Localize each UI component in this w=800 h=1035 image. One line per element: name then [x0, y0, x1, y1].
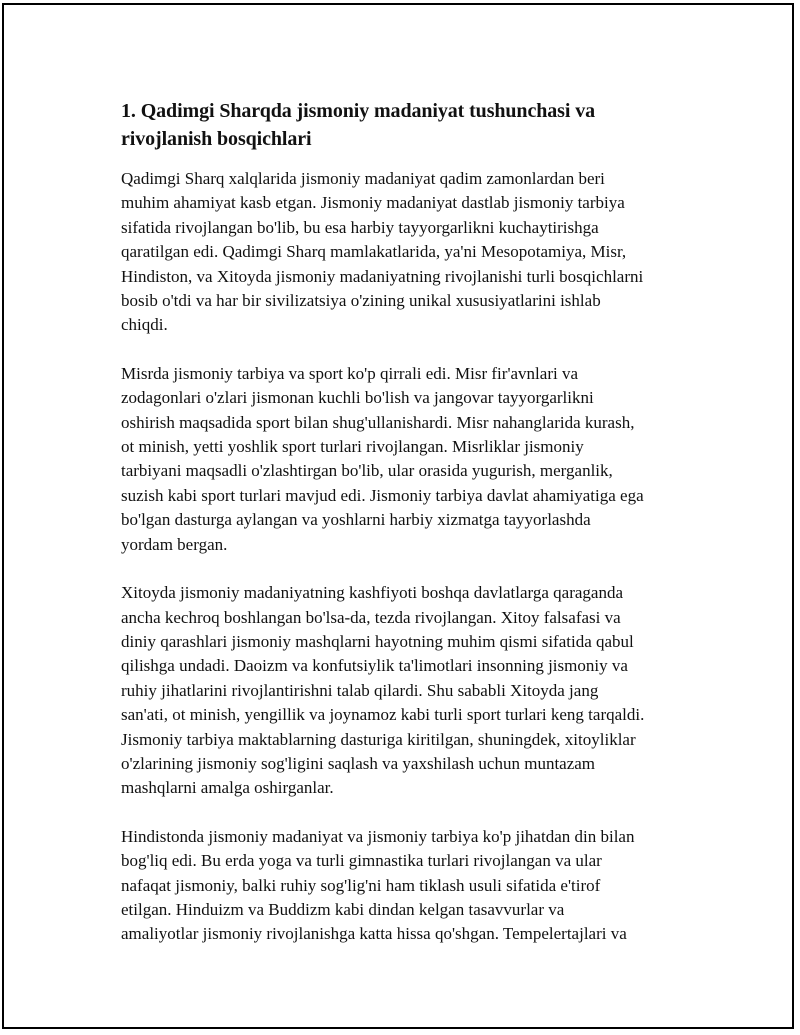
section-heading	[121, 97, 691, 153]
text-line: o'zlarining jismoniy sog'ligini saqlash va yaxshilash uchun muntazam	[121, 753, 596, 773]
text-line: Qadimgi Sharq xalqlarida jismoniy madaniyat qadim zamonlardan beri	[121, 169, 605, 188]
page-frame	[2, 3, 794, 1029]
text-line: suzish kabi sport turlari mavjud edi. Jismoniy tarbiya davlat ahamiyatiga ega	[121, 485, 644, 505]
paragraph-2	[121, 362, 691, 557]
text-line: nafaqat jismoniy, balki ruhiy sog'lig'ni ham tiklash usuli sifatida e'tirof	[121, 875, 601, 895]
text-line: qilishga undadi. Daoizm va konfutsiylik ta'limotlari insonning jismoniy va	[121, 656, 628, 676]
text-line: amaliyotlar jismoniy rivojlanishga katta hissa qo'shgan. Tempelertajlari va	[121, 924, 627, 944]
text-line: qaratilgan edi. Qadimgi Sharq mamlakatlarida, ya'ni Mesopotamiya, Misr,	[121, 242, 627, 262]
text-line: Xitoyda jismoniy madaniyatning kashfiyoti boshqa davlatlarga qaraganda	[121, 583, 624, 603]
text-line: zodagonlari o'zlari jismonan kuchli bo'lish va jangovar tayyorgarlikni	[121, 388, 594, 408]
text-line: tarbiyani maqsadli o'zlashtirgan bo'lib, ular orasida yugurish, merganlik,	[121, 461, 613, 481]
paragraph-1	[121, 167, 691, 338]
text-line: diniy qarashlari jismoniy mashqlarni hayotning muhim qismi sifatida qabul	[121, 631, 634, 651]
text-line: muhim ahamiyat kasb etgan. Jismoniy madaniyat dastlab jismoniy tarbiya	[121, 193, 625, 213]
heading-line: 1. Qadimgi Sharqda jismoniy madaniyat tushunchasi va	[121, 100, 595, 122]
heading-line: rivojlanish bosqichlari	[121, 128, 312, 150]
text-line: mashqlarni amalga oshirganlar.	[121, 778, 334, 798]
text-line: Misrda jismoniy tarbiya va sport ko'p qirrali edi. Misr fir'avnlari va	[121, 363, 578, 383]
text-line: bog'liq edi. Bu erda yoga va turli gimnastika turlari rivojlangan va ular	[121, 851, 602, 871]
text-line: sifatida rivojlangan bo'lib, bu esa harbiy tayyorgarlikni kuchaytirishga	[121, 217, 599, 237]
text-line: bosib o'tdi va har bir sivilizatsiya o'zining unikal xususiyatlarini ishlab	[121, 291, 601, 311]
text-line: etilgan. Hinduizm va Buddizm kabi dindan kelgan tasavvurlar va	[121, 899, 565, 919]
text-line: yordam bergan.	[121, 534, 228, 554]
text-line: Hindistonda jismoniy madaniyat va jismoniy tarbiya ko'p jihatdan din bilan	[121, 826, 635, 846]
text-line: bo'lgan dasturga aylangan va yoshlarni harbiy xizmatga tayyorlashda	[121, 510, 591, 530]
paragraph-3	[121, 581, 691, 801]
text-line: Hindiston, va Xitoyda jismoniy madaniyatning rivojlanishi turli bosqichlarni	[121, 266, 644, 286]
text-line: ot minish, yetti yoshlik sport turlari rivojlangan. Misrliklar jismoniy	[121, 437, 584, 457]
text-line: chiqdi.	[121, 315, 168, 335]
document-body	[121, 97, 691, 971]
paragraph-4	[121, 825, 691, 947]
text-line: oshirish maqsadida sport bilan shug'ullanishardi. Misr nahanglarida kurash,	[121, 412, 635, 432]
text-line: san'ati, ot minish, yengillik va joynamoz kabi turli sport turlari keng tarqaldi.	[121, 705, 645, 725]
text-line: ancha kechroq boshlangan bo'lsa-da, tezda rivojlangan. Xitoy falsafasi va	[121, 607, 621, 627]
text-line: Jismoniy tarbiya maktablarning dasturiga kiritilgan, shuningdek, xitoyliklar	[121, 729, 636, 749]
text-line: ruhiy jihatlarini rivojlantirishni talab qilardi. Shu sababli Xitoyda jang	[121, 680, 599, 700]
